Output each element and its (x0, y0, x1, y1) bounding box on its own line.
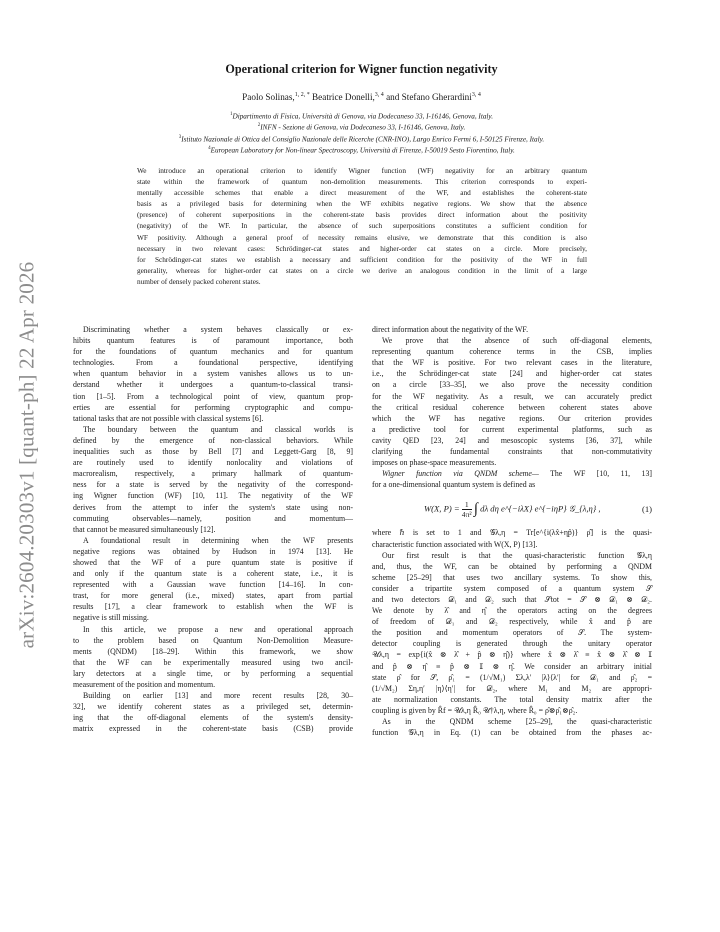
text-line: imposes on phase-space measurements. (372, 458, 497, 468)
author-name: Paolo Solinas, (242, 92, 295, 103)
equation-number: (1) (641, 503, 652, 514)
affiliation-marker: 4 (208, 146, 211, 152)
abstract-line: state within the framework of quantum non-demolition measurements. This criterion corresponds to experi- (137, 177, 587, 187)
text-line: i.e., the Schrödinger-cat state [24] and higher-order cat states (372, 369, 652, 379)
text-line: Our first result is that the quasi-characteristic function 𝒢λ,η (382, 550, 652, 560)
text-line: represented with a Gaussian wave function [14–16]. In con- (73, 580, 353, 590)
abstract (137, 166, 587, 288)
text-line: matrix expressed in the coherent-state basis (CSB) provide (73, 724, 353, 734)
equation-1 (372, 494, 652, 524)
paragraph (73, 624, 353, 691)
text-line: hibits quantum features is of paramount importance, both (73, 336, 353, 346)
fraction-numerator: 1 (462, 500, 472, 510)
text-line: Discriminating whether a system behaves classically or ex- (83, 325, 353, 334)
affiliation-list (80, 110, 643, 156)
text-line: showed that the WF of a pure quantum state is positive if (73, 557, 353, 567)
author-affiliation-marker: 1, 2, * (294, 92, 310, 98)
text-line: In this article, we propose a new and operational approach (83, 624, 353, 634)
paragraph (372, 335, 652, 468)
text-line (372, 468, 652, 479)
text-line: where ℏ is set to 1 and 𝒢λ,η = Tr[e^{i(λx̂+ηp̂)} ρ̂] is the quasi- (372, 528, 652, 538)
right-column (372, 324, 652, 738)
text-line: on a circle [33–35], we also prove the necessity condition (372, 380, 652, 390)
abstract-line: for Schrödinger-cat states we establish a necessary and sufficient condition for the positivity of the WF in full (137, 254, 587, 264)
text-line: the position and momentum operators of 𝒮. The system- (372, 628, 652, 638)
affiliation-marker: 2 (257, 123, 261, 129)
text-line: 32], we identify coherent states as a privileged set, determin- (73, 702, 353, 712)
text-line: that the WF is positive. For two relevant cases in the literature, (372, 358, 652, 368)
text-line: technologies. From a foundational perspective, identifying (73, 358, 353, 368)
affiliation-line (80, 133, 643, 144)
author-affiliation-marker: 3, 4 (374, 92, 384, 98)
text-line: (1/√M₂) Ση,η′ |η⟩⟨η′| for 𝒟₂, where M₁ and M₂ are appropri- (372, 683, 652, 693)
section-run-in-heading: Wigner function via QNDM scheme— (382, 469, 539, 479)
text-line: The boundary between the quantum and classical worlds is (83, 424, 353, 434)
text-line: We denote by λ̂ and η̂ the operators acting on the degrees (372, 606, 652, 616)
paragraph (372, 716, 652, 738)
text-line: ing that the off-diagonal elements of the system's density- (73, 713, 353, 723)
fraction-denominator: 4π² (461, 509, 472, 519)
affiliation-marker: 3 (178, 134, 182, 140)
affiliation-text: Dipartimento di Fisica, Università di Genova, via Dodecaneso 33, I-16146, Genova, Italy. (232, 112, 493, 121)
text-line: tion [1–5]. From a technological point of view, quantum prop- (73, 391, 353, 401)
abstract-line: generality, whereas for higher-order cat states on a circle we derive an analogous condition in the limit of a large (137, 265, 587, 275)
abstract-line: mentally accessible schemes that enable a direct measurement of the WF, and establishes the coherent-state (137, 188, 587, 198)
abstract-line: WF positivity. Although a general proof of necessity remains elusive, we demonstrate that this condition is also (137, 232, 587, 242)
text-line: ments (QNDM) [18–29]. Within this framework, we show (73, 646, 353, 656)
abstract-line: number of densely packed coherent states. (137, 276, 261, 286)
text-line: lary detectors at a single time, or by performing a sequential (73, 668, 353, 678)
text-line: detector coupling is generated through the unitary operator (372, 639, 652, 649)
affiliation-line (80, 144, 643, 155)
arxiv-identifier-text: arXiv:2604.20303v1 [quant-ph] 22 Apr 2026 (14, 261, 39, 649)
text-line: negative is still missing. (73, 613, 149, 623)
text-line: that cannot be measured simultaneously [12]. (73, 524, 216, 534)
affiliation-text: Istituto Nazionale di Ottica del Consiglio Nazionale delle Ricerche (CNR-INO), Largo Enrico Fermi 6, I-50125 Firenze, Italy. (181, 135, 545, 144)
text-line: erties are essential for performing cryptographic and compu- (73, 402, 353, 412)
text-line: of freedom of 𝒟₁ and 𝒟₂ respectively, while x̂ and p̂ are (372, 617, 652, 627)
affiliation-line (80, 121, 643, 132)
text-line: and, thus, the WF, can be obtained by performing a QNDM (372, 561, 652, 571)
text-line: A foundational result in determining when the WF presents (83, 535, 353, 545)
text-line: for a one-dimensional quantum system is defined as (372, 480, 536, 490)
paragraph (372, 550, 652, 716)
text-line: results [17], a clear framework to establish when the WF is (73, 602, 353, 612)
paper-title: Operational criterion for Wigner function negativity (225, 62, 498, 76)
text-line: and p̂ ⊗ η̂ ≡ p̂ ⊗ 𝕀 ⊗ η̂. We consider an arbitrary initial (372, 661, 652, 671)
text-line: 𝒰λ,η = exp{i(x̂ ⊗ λ̂ + p̂ ⊗ η̂)} where x̂ ⊗ λ̂ ≡ x̂ ⊗ λ̂ ⊗ 𝕀 (372, 650, 652, 660)
text-line: commuting observables—namely, position and momentum— (73, 513, 353, 523)
text-line: for the foundations of quantum mechanics and for quantum (73, 347, 353, 357)
text-line: As in the QNDM scheme [25–29], the quasi-characteristic (382, 717, 652, 726)
text-line: trast, for more general (i.e., mixed) states, apart from partial (73, 591, 353, 601)
arxiv-identifier-stamp[interactable] (10, 245, 44, 665)
author-list (80, 92, 643, 102)
text-line: ing Wigner function (WF) [10, 11]. The negativity of the WF (73, 491, 353, 501)
paragraph (372, 527, 652, 549)
text-line: when quantum behavior in a system vanishes allows us to un- (73, 369, 353, 379)
text-line: representing quantum coherence terms in the CSB, implies (372, 347, 652, 357)
equation-rhs: dλ dη e^{−iλX} e^{−iηP} 𝒢_{λ,η} , (480, 503, 601, 514)
text-line: derstand whether it undergoes a quantum-to-classical transi- (73, 380, 353, 390)
text-line: inequalities such as those by Bell [7] and Leggett-Garg [8, 9] (73, 447, 353, 457)
text-line: cavity QED [23, 24] and mesoscopic systems [36, 37], while (372, 435, 652, 445)
text-line: and two detectors 𝒟₁ and 𝒟₂ such that 𝒮tot = 𝒮 ⊗ 𝒟₁ ⊗ 𝒟₂. (372, 594, 652, 604)
text-line: and only if the quantum state is a coherent state, i.e., it is (73, 569, 353, 579)
equation-body (424, 500, 601, 519)
text-line: characteristic function associated with W(X, P) [13]. (372, 539, 538, 549)
author-affiliation-marker: 3, 4 (471, 92, 481, 98)
text-line: function 𝒢λ,η in Eq. (1) can be obtained from the phases ac- (372, 728, 652, 738)
text-line: ness for a state is served by the negativity of the correspond- (73, 480, 353, 490)
text-line: direct information about the negativity of the WF. (372, 325, 529, 334)
text-line: are routinely used to identify nonlocality and violations of (73, 458, 353, 468)
text-line: measurement of the position and momentum. (73, 680, 216, 689)
paragraph (73, 324, 353, 424)
abstract-line: necessary in two relevant cases: Schrödinger-cat states and higher-order cat states on a circle. More precisely, (137, 243, 587, 253)
text-line: Building on earlier [13] and more recent results [28, 30– (83, 691, 353, 701)
text-run: The WF [10, 11, 13] (538, 469, 652, 479)
equation-fraction (462, 500, 472, 519)
text-line: to the problem based on Quantum Non-Demolition Measure- (73, 635, 353, 645)
abstract-line: (negativity) of the WF. In particular, the absence of such superpositions constitutes a sufficient condition for (137, 221, 587, 231)
text-line: negative regions was obtained by Hudson in 1974 [13]. He (73, 546, 353, 556)
integral-sign: ∫ (473, 500, 478, 517)
left-column (73, 324, 353, 734)
affiliation-text: INFN - Sezione di Genova, via Dodecaneso 33, I-16146, Genova, Italy. (260, 123, 466, 132)
author-name: Beatrice Donelli, (312, 92, 375, 103)
text-line: macrorealism, respectively, a primary hallmark of quantum- (73, 469, 353, 479)
affiliation-marker: 1 (230, 112, 233, 117)
abstract-line: (presence) of coherent superpositions in the coherent-state basis provides direct information about the positivity (137, 210, 587, 220)
text-line: scheme [25–29] that uses two ancillary systems. To show this, (372, 572, 652, 582)
affiliation-text: European Laboratory for Non-linear Spectroscopy, Università di Firenze, I-50019 Sesto Fiorentino, Italy. (210, 146, 515, 155)
paragraph (73, 690, 353, 734)
text-line: the critical residual coherence between coherent states above (372, 402, 652, 412)
text-line: coupling is given by R̂f = 𝒰λ,η R̂₀ 𝒰†λ,η, where R̂₀ = ρ̂⊗ρ̂₁⊗ρ̂₂. (372, 705, 578, 715)
author-name: and Stefano Gherardini (386, 92, 472, 103)
text-line: which the WF has negative regions. Our criterion provides (372, 413, 652, 423)
text-line: We prove that the absence of such off-diagonal elements, (382, 336, 652, 346)
affiliation-line (80, 110, 643, 121)
paragraph (73, 424, 353, 535)
paragraph (73, 535, 353, 624)
text-line: ate normalization constants. The total density matrix after the (372, 694, 652, 704)
text-line: derives from the attempt to infer the system's state using non- (73, 502, 353, 512)
equation-lhs: W(X, P) = (424, 503, 460, 514)
abstract-line: basis as a privileged basis for determining when the WF exhibits negative regions. We show that the absence (137, 199, 587, 209)
text-line: state ρ̂ for 𝒮, ρ̂₁ = (1/√M₁) Σλ,λ′ |λ⟩⟨λ′| for 𝒟₁ and ρ̂₂ = (372, 672, 652, 682)
text-line: consider a tripartite system composed of a quantum system 𝒮 (372, 583, 652, 593)
text-line: clarifying the fundamental constraints that non-commutativity (372, 447, 652, 457)
text-line: defined by the emergence of non-classical behaviors. While (73, 435, 353, 445)
text-line: a predictive tool for current experimental platforms, such as (372, 424, 652, 434)
paragraph (372, 468, 652, 490)
abstract-line: We introduce an operational criterion to identify Wigner function (WF) negativity for an arbitrary quantum (137, 166, 587, 175)
text-line: that the WF can be experimentally measured using two ancil- (73, 657, 353, 667)
text-line: for the WF negativity. As a result, we can accurately predict (372, 391, 652, 401)
text-line: tational tasks that are not possible with classical systems [6]. (73, 413, 264, 423)
